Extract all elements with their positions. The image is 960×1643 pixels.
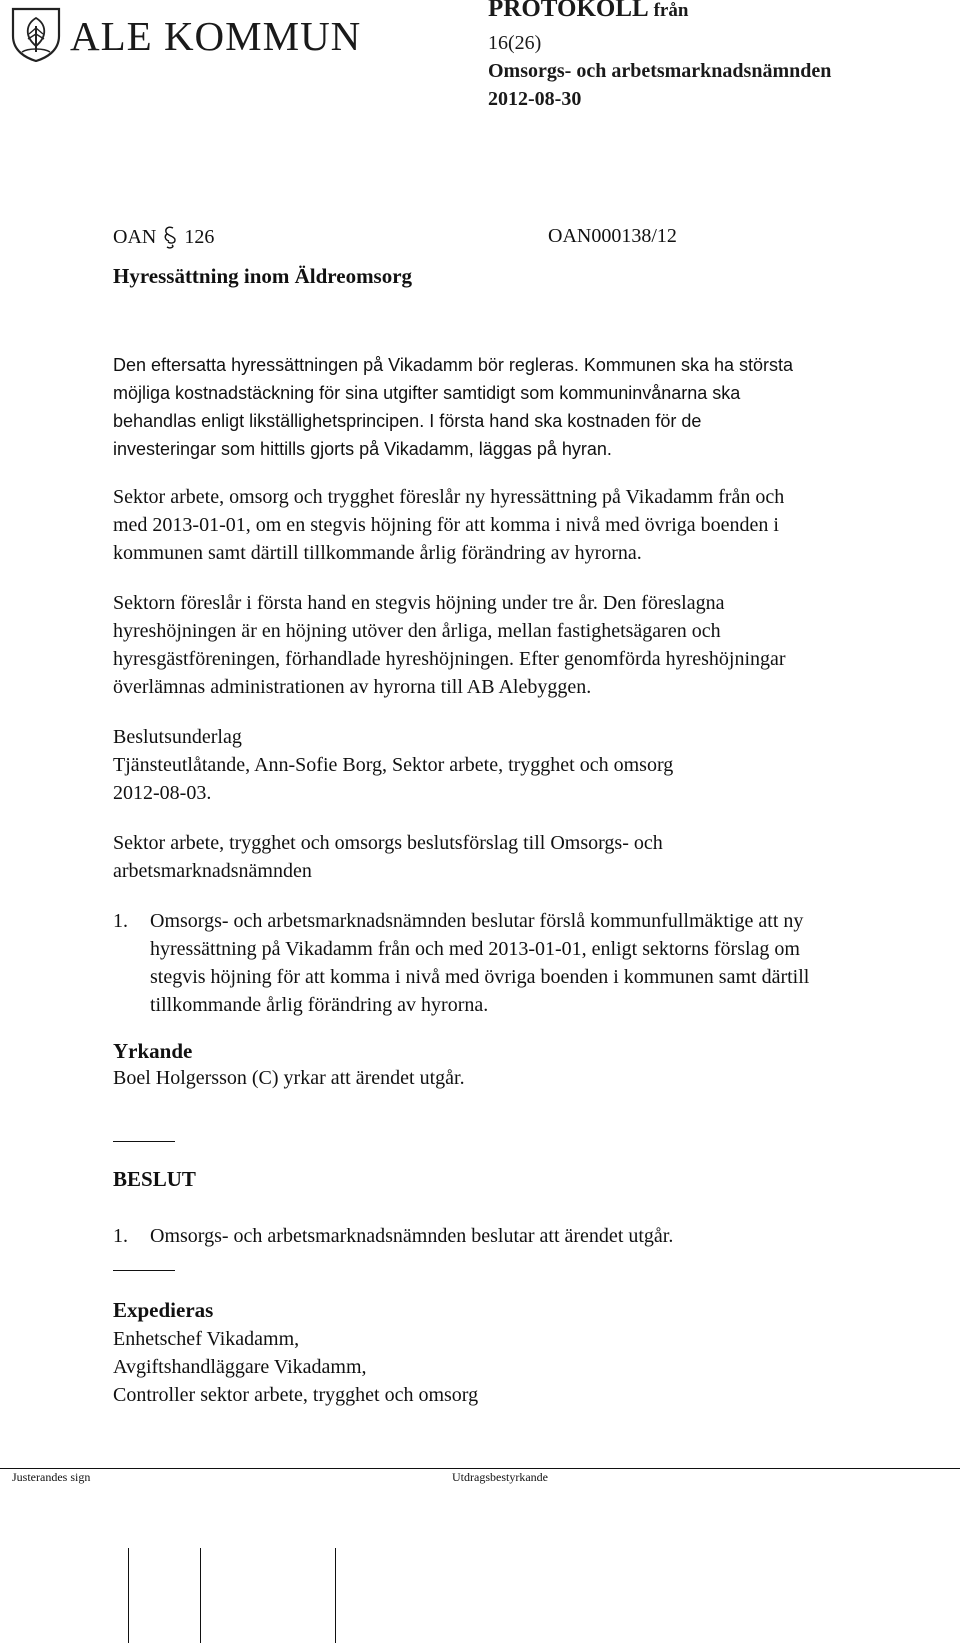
intro-line: möjliga kostnadstäckning för sina utgifter samtidigt som kommuninvånarna ska [113, 383, 741, 403]
decision-basis-heading: Beslutsunderlag [113, 726, 242, 748]
dispatch-list [113, 1325, 933, 1409]
paragraph-line: överlämnas administrationen av hyrorna till AB Alebyggen. [113, 676, 592, 698]
decision-basis-line: Tjänsteutlåtande, Ann-Sofie Borg, Sektor arbete, trygghet och omsorg [113, 754, 674, 776]
decision-item-number: 1. [113, 1225, 128, 1247]
paragraph-line: hyreshöjningen är en höjning utöver den årliga, mellan fastighetsägaren och [113, 620, 721, 642]
document-type [488, 0, 688, 24]
item-reference [113, 225, 214, 249]
intro-line: behandlas enligt likställighetsprincipen. I första hand ska kostnaden för de [113, 411, 702, 431]
sector-proposal-line: arbetsmarknadsnämnden [113, 860, 312, 882]
proposal-item-line: tillkommande årlig förändring av hyrorna. [150, 994, 489, 1016]
page-number: 16(26) [488, 32, 542, 54]
dispatch-heading: Expedieras [113, 1298, 214, 1322]
proposal-item-line: hyressättning på Vikadamm från och med 2013-01-01, enligt sektorns förslag om [150, 938, 800, 960]
signature-field-divider [200, 1548, 201, 1643]
signature-field-divider [128, 1548, 129, 1643]
section-divider [113, 1270, 175, 1271]
municipal-shield-icon [10, 6, 62, 62]
proposal-item-text [150, 907, 809, 1019]
extract-certification-label: Utdragsbestyrkande [452, 1470, 548, 1484]
proposal-paragraph [113, 483, 933, 567]
decision-item [113, 1222, 933, 1250]
paragraph-line: Sektorn föreslår i första hand en stegvis höjning under tre år. Den föreslagna [113, 592, 725, 614]
paragraph-line: Sektor arbete, omsorg och trygghet föreslår ny hyressättning på Vikadamm från och [113, 486, 785, 508]
dispatch-recipient: Controller sektor arbete, trygghet och omsorg [113, 1384, 479, 1406]
proposal-item-number: 1. [113, 910, 128, 932]
motion-heading: Yrkande [113, 1039, 193, 1063]
sector-proposal-line: Sektor arbete, trygghet och omsorgs beslutsförslag till Omsorgs- och [113, 832, 663, 854]
motion-text: Boel Holgersson (C) yrkar att ärendet utgår. [113, 1067, 465, 1089]
paragraph-line: hyresgästföreningen, förhandlade hyreshöjningen. Efter genomförda hyreshöjningar [113, 648, 786, 670]
board-name: Omsorgs- och arbetsmarknadsnämnden [488, 60, 832, 82]
sector-proposal-heading [113, 829, 933, 885]
intro-paragraph [113, 351, 933, 463]
intro-line: Den eftersatta hyressättningen på Vikadamm bör regleras. Kommunen ska ha största [113, 355, 794, 375]
paragraph-line: med 2013-01-01, om en stegvis höjning för att komma i nivå med övriga boenden i [113, 514, 779, 536]
paragraph-line: kommunen samt därtill tillkommande årlig förändring av hyrorna. [113, 542, 642, 564]
adjuster-sign-label: Justerandes sign [12, 1470, 91, 1484]
meeting-date: 2012-08-30 [488, 88, 582, 110]
footer-rule [0, 1468, 960, 1469]
dispatch-recipient: Avgiftshandläggare Vikadamm, [113, 1356, 367, 1378]
document-type-suffix: från [653, 0, 689, 21]
dispatch-recipient: Enhetschef Vikadamm, [113, 1328, 300, 1350]
proposal-item-line: Omsorgs- och arbetsmarknadsnämnden beslutar förslå kommunfullmäktige att ny [150, 910, 804, 932]
document-type-label: PROTOKOLL [488, 0, 648, 22]
section-divider [113, 1141, 175, 1142]
case-number: OAN000138/12 [548, 225, 677, 247]
item-title: Hyressättning inom Äldreomsorg [113, 264, 413, 288]
item-ref-prefix: OAN [113, 226, 157, 248]
ale-kommun-logo [10, 6, 380, 66]
signature-field-divider [335, 1548, 336, 1643]
decision-heading: BESLUT [113, 1167, 196, 1191]
rent-increase-paragraph [113, 589, 933, 701]
intro-line: investeringar som hittills gjorts på Vikadamm, läggas på hyran. [113, 439, 612, 459]
org-name: ALE KOMMUN [70, 13, 362, 59]
item-ref-number: 126 [184, 226, 215, 248]
proposal-item-line: stegvis höjning för att komma i nivå med övriga boenden i kommunen samt därtill [150, 966, 810, 988]
decision-item-text: Omsorgs- och arbetsmarknadsnämnden beslutar att ärendet utgår. [150, 1225, 674, 1247]
decision-basis-line: 2012-08-03. [113, 782, 212, 804]
decision-basis [113, 723, 933, 807]
proposal-item [113, 907, 933, 1019]
section-sign-icon [160, 225, 180, 249]
